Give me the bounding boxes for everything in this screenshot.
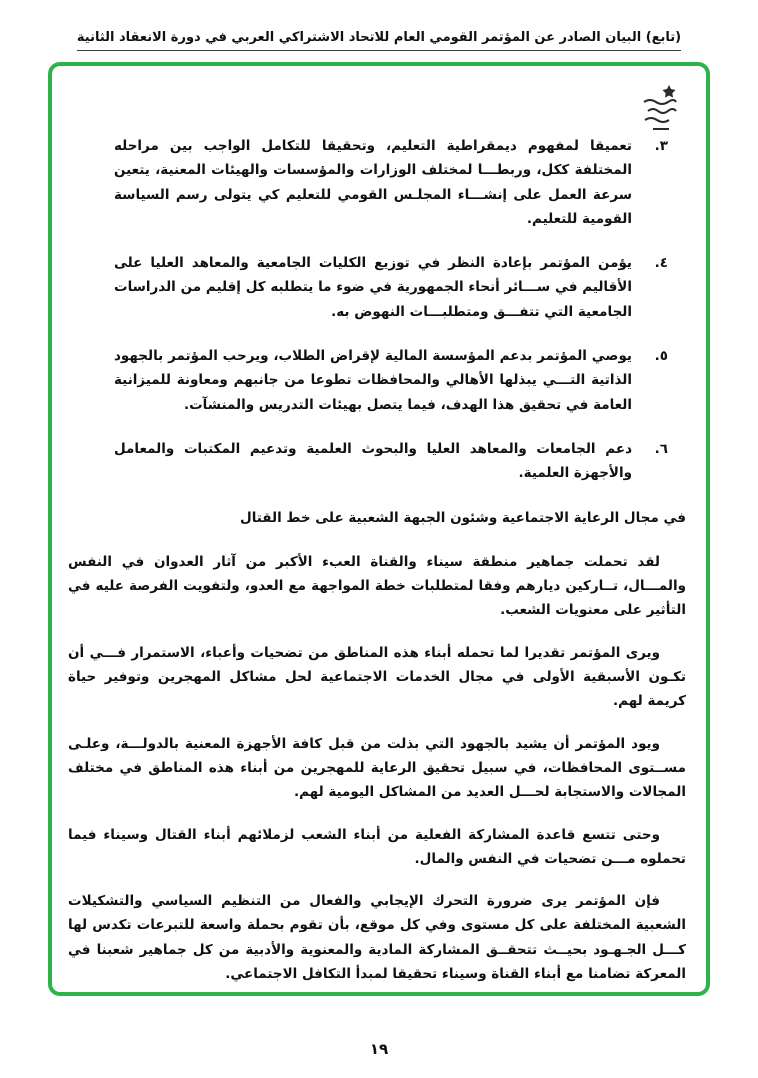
item-number: ٣. xyxy=(654,138,668,154)
item-text: تعميقا لمفهوم ديمقراطية التعليم، وتحقيقا للتكامل الواجب بين مراحله المختلفة ككل، وربطـــا لمختلف الوزارات والمؤسسات والهيئات المعنية، يتعين سرعة العمل على إنشـــاء المجلـس القومي للتعليم كي يتولى رسم السياسة القومية للتعليم. xyxy=(114,138,632,227)
document-frame xyxy=(48,62,710,996)
document-header xyxy=(0,26,758,51)
item-number: ٥. xyxy=(654,348,668,365)
numbered-item-6 xyxy=(114,437,668,486)
numbered-item-5 xyxy=(114,344,668,417)
numbered-item-3 xyxy=(114,134,668,231)
page-header-title: (تابع) البيان الصادر عن المؤتمر القومي العام للاتحاد الاشتراكي العربي في دورة الانعقاد الثانية xyxy=(77,30,681,51)
item-number: ٤. xyxy=(654,255,668,272)
item-text: دعم الجامعات والمعاهد العليا والبحوث العلمية وتدعيم المكتبات والمعامل والأجهزة العلمية. xyxy=(114,440,632,482)
section-heading: في مجال الرعاية الاجتماعية وشئون الجبهة الشعبية على خط القتال xyxy=(239,509,686,526)
official-stamp-icon xyxy=(638,82,682,134)
item-text: يؤمن المؤتمر بإعادة النظر في توزيع الكليات الجامعية والمعاهد العليا على الأقاليم في ســـائر أنحاء الجمهورية في ضوء ما يتطلبه كل إقليم من الدراسات الجامعية التي تتفـــق ومتطلبـــات النهوض به. xyxy=(114,255,632,320)
paragraph: وحتى تتسع قاعدة المشاركة الفعلية من أبناء الشعب لزملائهم أبناء القتال وسيناء فيما تحملوه مـــن تضحيات في النفس والمال. xyxy=(68,826,686,867)
paragraph: ويرى المؤتمر تقديرا لما تحمله أبناء هذه المناطق من تضحيات وأعباء، الاستمرار فـــي أن تكـون الأسبقية الأولى في مجال الخدمات الاجتماعية لحل مشاكل المهجرين وتوفير حياة كريمة لهم. xyxy=(68,644,686,710)
item-number: ٦. xyxy=(654,440,668,457)
paragraph: فإن المؤتمر يرى ضرورة التحرك الإيجابي والفعال من التنظيم السياسي والتشكيلات الشعبية المختلفة على كل مستوى وفي كل موقع، بأن تقوم بحملة واسعة للتبرعات تكدس لها كـــل الجـهـود بحيــث تتحقــق المشاركة المادية والمعنوية والأدبية من كل جماهير شعبنا في المعركة تضامنا مع أبناء القناة وسيناء تحقيقا لمبدأ التكافل الاجتماعي. xyxy=(68,893,686,983)
numbered-item-4 xyxy=(114,251,668,324)
page-number: ١٩ xyxy=(369,1040,389,1058)
paragraph: لقد تحملت جماهير منطقة سيناء والقناة العبء الأكبر من آثار العدوان في النفس والمـــال، تــاركين ديارهم وفقا لمتطلبات خطة المواجهة مع العدو، ولتفويت الفرصة عليه في التأثير على معنويات الشعب. xyxy=(68,553,686,619)
paragraph: ويود المؤتمر أن يشيد بالجهود التي بذلت من قبل كافة الأجهزة المعنية بالدولـــة، وعلـى مســتوى المحافظات، في سبيل تحقيق الرعاية للمهجرين من أبناء هذه المناطق في مختلف المجالات والاستجابة لحـــل العديد من المشاكل اليومية لهم. xyxy=(68,735,686,801)
item-text: يوصي المؤتمر بدعم المؤسسة المالية لإقراض الطلاب، ويرحب المؤتمر بالجهود الذاتية التـــي يبذلها الأهالي والمحافظات تطوعا من جانبهم ومعاونة للميزانية العامة في تحقيق هذا الهدف، فيما يتصل بهيئات التدريس والمنشآت. xyxy=(114,348,632,413)
document-body xyxy=(68,134,690,1004)
